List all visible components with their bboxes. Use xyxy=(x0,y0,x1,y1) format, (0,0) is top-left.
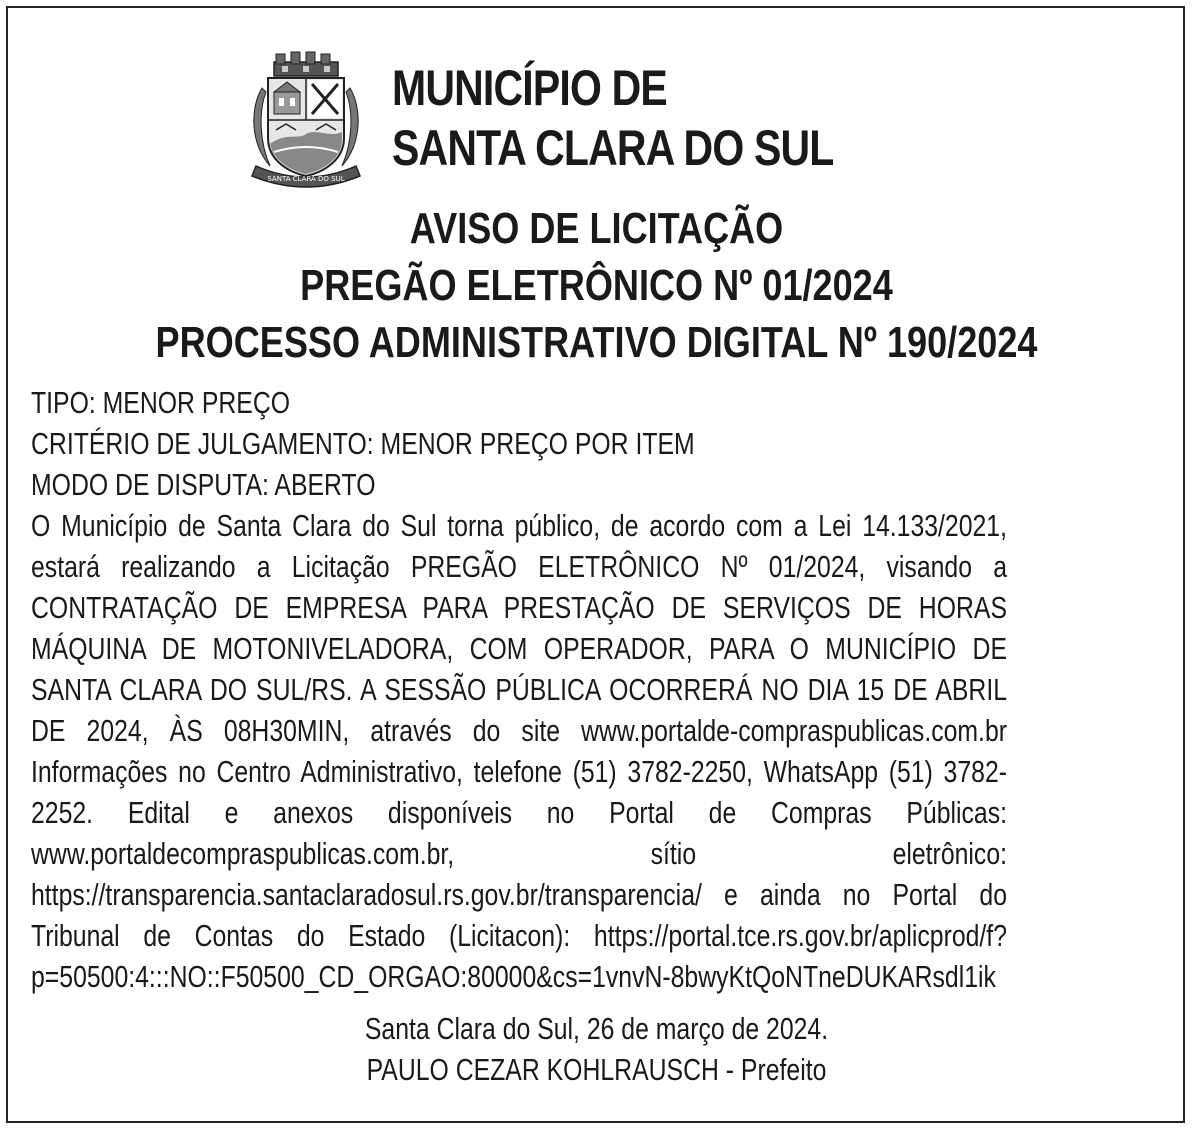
notice-titles xyxy=(0,200,1193,371)
field-modo: MODO DE DISPUTA: ABERTO xyxy=(31,467,376,502)
field-criterio: CRITÉRIO DE JULGAMENTO: MENOR PREÇO POR ITEM xyxy=(31,426,695,461)
notice-title: AVISO DE LICITAÇÃO xyxy=(409,204,784,253)
field-tipo: TIPO: MENOR PREÇO xyxy=(31,385,291,420)
place-date: Santa Clara do Sul, 26 de março de 2024. xyxy=(364,1011,829,1046)
municipality-name-line1: MUNICÍPIO DE xyxy=(392,60,667,116)
municipality-name xyxy=(392,58,834,178)
svg-text:SANTA CLARA DO SUL: SANTA CLARA DO SUL xyxy=(267,175,345,183)
notice-body xyxy=(31,382,1007,997)
signature-block xyxy=(0,1008,1193,1090)
process-number: PROCESSO ADMINISTRATIVO DIGITAL Nº 190/2024 xyxy=(155,318,1038,367)
auction-number: PREGÃO ELETRÔNICO Nº 01/2024 xyxy=(300,261,893,310)
notice-paragraph: O Município de Santa Clara do Sul torna público, de acordo com a Lei 14.133/2021, estará realizando a Licitação PREGÃO ELETRÔNICO Nº 01/2024, visando a CONTRATAÇÃO DE EMPRESA PARA PRESTAÇÃO DE SERVIÇOS DE HORAS MÁQUINA DE MOTONIVELADORA, COM OPERADOR, PARA O MUNICÍPIO DE SANTA CLARA DO SUL/RS. A SESSÃO PÚBLICA OCORRERÁ NO DIA 15 DE ABRIL DE 2024, ÀS 08H30MIN, através do site www.portalde-compraspublicas.com.br Informações no Centro Administrativo, telefone (51) 3782-2250, WhatsApp (51) 3782-2252. Edital e anexos disponíveis no Portal de Compras Públicas: www.portaldecompraspublicas.com.br, sítio eletrônico: https://transparencia.santaclaradosul.rs.gov.br/transparencia/ e ainda no Portal do Tribunal de Contas do Estado (Licitacon): https://portal.tce.rs.gov.br/aplicprod/f?p=50500:4:::NO::F50500_CD_ORGAO:80000&cs=1vnvN-8bwyKtQoNTneDUKARsdl1ik xyxy=(31,508,1007,994)
notice-header xyxy=(246,48,946,188)
municipal-coat-of-arms-icon xyxy=(246,48,366,188)
municipality-name-line2: SANTA CLARA DO SUL xyxy=(392,120,834,176)
signer-name: PAULO CEZAR KOHLRAUSCH - Prefeito xyxy=(366,1052,827,1087)
